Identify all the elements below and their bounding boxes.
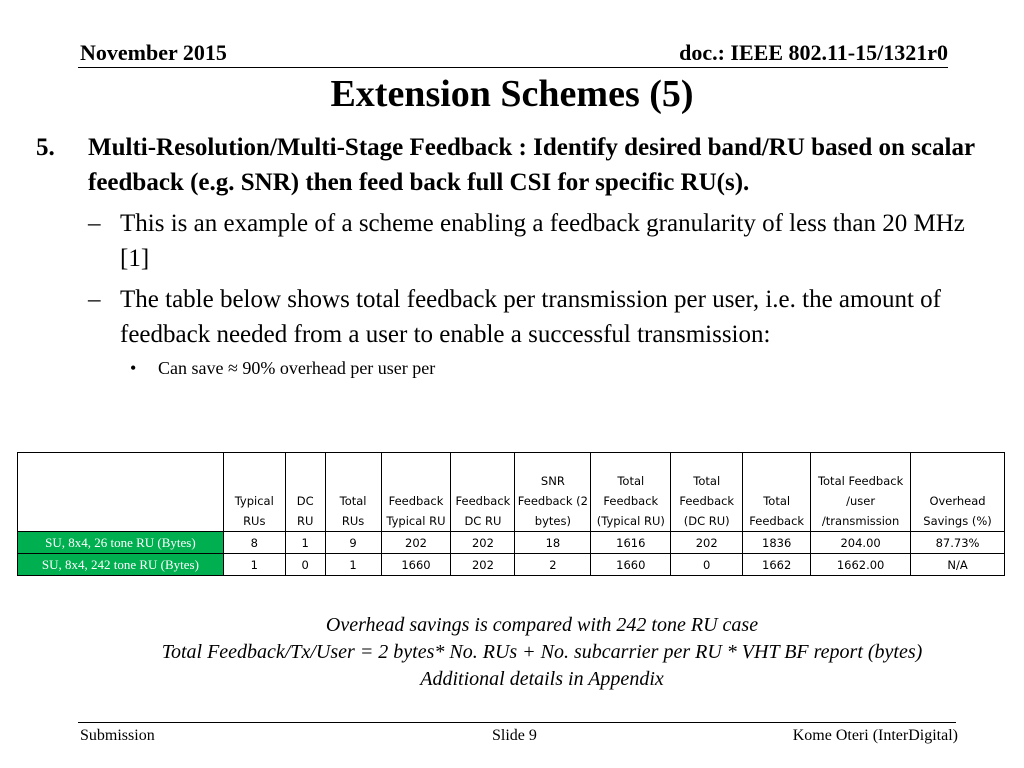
column-header: Feedback Typical RU [381,453,451,532]
bullet-marker: • [130,358,137,378]
note-line: Overhead savings is compared with 242 tone RU case [325,614,759,636]
footer-slide-number: Slide 9 [492,727,537,744]
table-cell: 1616 [591,532,671,554]
sub-point-2-text: The table below shows total feedback per transmission per user, i.e. the amount of feedback needed from a user to enable a successful transmission: [120,286,941,348]
feedback-table [17,452,1005,576]
column-header: Total Feedback /user /transmission [811,453,911,532]
row-label: SU, 8x4, 242 tone RU (Bytes) [18,554,224,576]
main-point-text: Multi-Resolution/Multi-Stage Feedback : Identify desired band/RU based on scalar feedback (e.g. SNR) then feed back full CSI for specific RU(s). [88,134,975,196]
header-doc-id: doc.: IEEE 802.11-15/1321r0 [679,40,948,65]
table-cell: 0 [671,554,743,576]
table-cell: 18 [515,532,591,554]
table-cell: 1 [223,554,285,576]
dash-marker: – [88,210,101,237]
table-cell: 0 [285,554,325,576]
table-cell: 202 [671,532,743,554]
column-header: Total Feedback (Typical RU) [591,453,671,532]
table-cell: 1662.00 [811,554,911,576]
sub-point-1-text: This is an example of a scheme enabling a feedback granularity of less than 20 MHz [1] [120,210,965,272]
dash-marker: – [88,286,101,313]
column-header: Feedback DC RU [451,453,515,532]
column-header [18,453,224,532]
note-line: Additional details in Appendix [420,668,664,690]
table-cell: 1 [285,532,325,554]
table-cell: N/A [911,554,1005,576]
sub-point-2 [88,282,988,352]
table-cell: 1662 [743,554,811,576]
row-label: SU, 8x4, 26 tone RU (Bytes) [18,532,224,554]
bullet-text: Can save ≈ 90% overhead per user per [158,358,436,378]
table-notes [0,612,1024,693]
slide-title: Extension Schemes (5) [330,73,694,115]
table-header-row [18,453,1005,532]
column-header: Overhead Savings (%) [911,453,1005,532]
table-cell: 202 [451,532,515,554]
table-cell: 8 [223,532,285,554]
footer-divider [78,722,956,723]
header-divider [78,67,948,68]
table-cell: 9 [325,532,381,554]
table-cell: 1660 [591,554,671,576]
footer-author: Kome Oteri (InterDigital) [792,727,958,744]
main-point-number: 5. [36,134,55,161]
table-cell: 202 [451,554,515,576]
table-row [18,554,1005,576]
footer-submission: Submission [80,727,155,744]
table-row [18,532,1005,554]
bullet-point [130,355,435,381]
sub-point-1 [88,206,988,276]
table-cell: 2 [515,554,591,576]
column-header: SNR Feedback (2 bytes) [515,453,591,532]
column-header: Typical RUs [223,453,285,532]
table-cell: 1 [325,554,381,576]
column-header: Total RUs [325,453,381,532]
note-line: Total Feedback/Tx/User = 2 bytes* No. RUs + No. subcarrier per RU * VHT BF report (bytes) [161,641,923,663]
column-header: DC RU [285,453,325,532]
table-cell: 202 [381,532,451,554]
table-cell: 1660 [381,554,451,576]
table-cell: 87.73% [911,532,1005,554]
header-date: November 2015 [80,40,227,65]
column-header: Total Feedback (DC RU) [671,453,743,532]
table-cell: 204.00 [811,532,911,554]
main-point [36,130,996,200]
table-cell: 1836 [743,532,811,554]
column-header: Total Feedback [743,453,811,532]
